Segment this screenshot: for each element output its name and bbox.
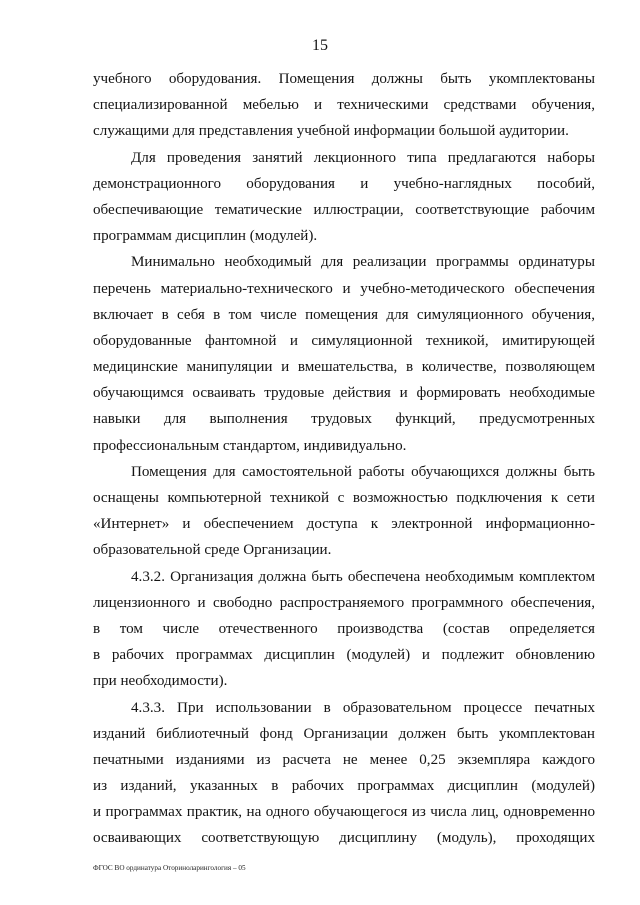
- text-line: 4.3.3. При использовании в образовательном процессе печатных: [131, 699, 595, 716]
- text-line: печатными изданиями из расчета не менее 0,25 экземпляра каждого: [93, 751, 595, 768]
- text-line: Помещения для самостоятельной работы обучающихся должны быть: [131, 463, 595, 480]
- document-body: [93, 66, 595, 852]
- text-line: в том числе отечественного производства (состав определяется: [93, 620, 595, 637]
- text-line: 4.3.2. Организация должна быть обеспечена необходимым комплектом: [131, 568, 595, 585]
- paragraph: [93, 695, 595, 852]
- text-line: учебного оборудования. Помещения должны быть укомплектованы: [93, 71, 595, 87]
- page-number: 15: [312, 37, 328, 54]
- text-line: специализированной мебелью и техническими средствами обучения,: [93, 97, 595, 114]
- text-line: оборудованные фантомной и симуляционной техникой, имитирующей: [93, 332, 595, 349]
- text-line: навыки для выполнения трудовых функций, предусмотренных: [93, 411, 595, 428]
- text-line: обеспечивающие тематические иллюстрации, соответствующие рабочим: [93, 201, 595, 218]
- text-line: из изданий, указанных в рабочих программах дисциплин (модулей): [93, 778, 595, 795]
- text-line: «Интернет» и обеспечением доступа к электронной информационно-: [93, 516, 595, 533]
- document-footer: ФГОС ВО ординатура Оториноларингология – 05: [93, 864, 246, 872]
- text-line: изданий библиотечный фонд Организации должен быть укомплектован: [93, 725, 595, 742]
- text-line: обучающимся осваивать трудовые действия и формировать необходимые: [93, 385, 595, 402]
- text-line: включает в себя в том числе помещения для симуляционного обучения,: [93, 306, 595, 323]
- text-line: Минимально необходимый для реализации программы ординатуры: [131, 254, 595, 271]
- text-line: профессиональным стандартом, индивидуально.: [93, 437, 407, 454]
- text-line: оснащены компьютерной техникой с возможностью подключения к сети: [93, 490, 595, 506]
- paragraph: [93, 564, 595, 695]
- text-line: демонстрационного оборудования и учебно-наглядных пособий,: [93, 175, 595, 192]
- text-line: перечень материально-технического и учебно-методического обеспечения: [93, 280, 595, 297]
- text-line: программам дисциплин (модулей).: [93, 228, 318, 245]
- paragraph: [93, 459, 595, 564]
- text-line: осваивающих соответствующую дисциплину (модуль), проходящих: [93, 830, 595, 847]
- text-line: лицензионного и свободно распространяемого программного обеспечения,: [93, 594, 595, 611]
- text-line: и программах практик, на одного обучающегося из числа лиц, одновременно: [93, 804, 595, 821]
- text-line: медицинские манипуляции и вмешательства, в количестве, позволяющем: [93, 359, 595, 376]
- text-line: образовательной среде Организации.: [93, 542, 332, 559]
- text-line: служащими для представления учебной информации большой аудитории.: [93, 123, 569, 140]
- paragraph: [93, 249, 595, 459]
- text-line: Для проведения занятий лекционного типа предлагаются наборы: [131, 149, 595, 166]
- paragraph: [93, 145, 595, 250]
- text-line: при необходимости).: [93, 673, 228, 690]
- paragraph: [93, 66, 595, 145]
- text-line: в рабочих программах дисциплин (модулей) и подлежит обновлению: [93, 647, 595, 664]
